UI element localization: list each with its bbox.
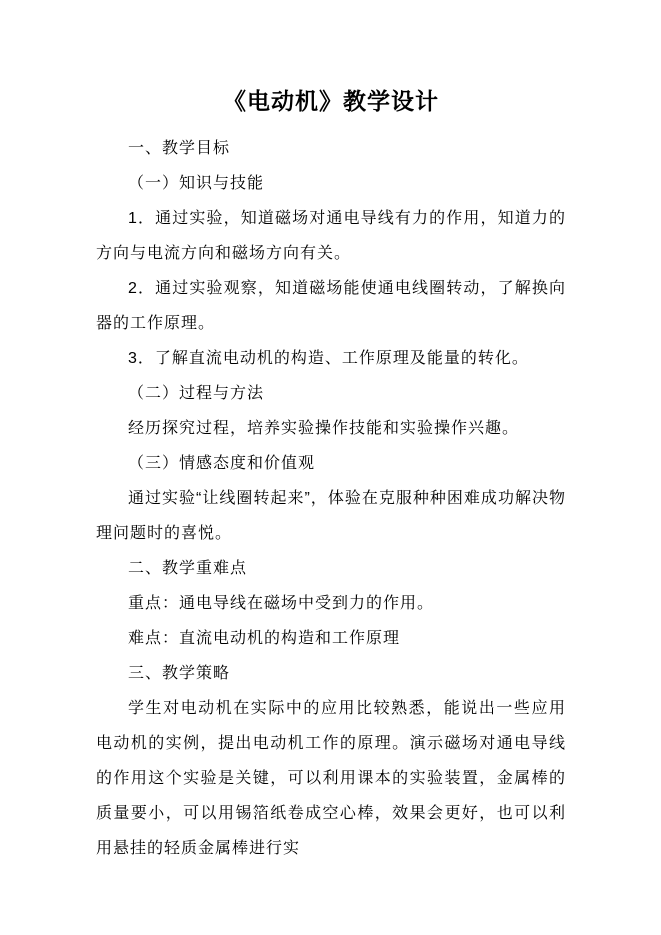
paragraph-goal-1: 1．通过实验，知道磁场对通电导线有力的作用，知道力的方向与电流方向和磁场方向有关。 (96, 210, 566, 262)
section-heading-teaching-strategy: 三、教学策略 (128, 665, 231, 682)
document-title: 《电动机》教学设计 (223, 88, 439, 114)
paragraph-emotion-values: 通过实验“让线圈转起来”，体验在克服种种困难成功解决物理问题时的喜悦。 (96, 490, 566, 542)
subsection-emotion-values: （三）情感态度和价值观 (128, 455, 316, 472)
paragraph-goal-3: 3．了解直流电动机的构造、工作原理及能量的转化。 (128, 350, 529, 367)
paragraph-teaching-strategy: 学生对电动机在实际中的应用比较熟悉，能说出一些应用电动机的实例，提出电动机工作的原理。演示磁场对通电导线的作用这个实验是关键，可以利用课本的实验装置，金属棒的质量要小，可以用锡箔纸卷成空心棒，效果会更好，也可以利用悬挂的轻质金属棒进行实 (96, 700, 566, 857)
paragraph-goal-2: 2．通过实验观察，知道磁场能使通电线圈转动，了解换向器的工作原理。 (96, 280, 566, 332)
paragraph-process-methods: 经历探究过程，培养实验操作技能和实验操作兴趣。 (128, 420, 520, 437)
section-heading-teaching-goals: 一、教学目标 (128, 140, 231, 157)
section-heading-key-difficulties: 二、教学重难点 (128, 560, 248, 577)
subsection-knowledge-skills: （一）知识与技能 (128, 175, 265, 192)
paragraph-difficult-point: 难点：直流电动机的构造和工作原理 (128, 630, 401, 647)
subsection-process-methods: （二）过程与方法 (128, 385, 265, 402)
paragraph-key-point: 重点：通电导线在磁场中受到力的作用。 (128, 595, 435, 612)
